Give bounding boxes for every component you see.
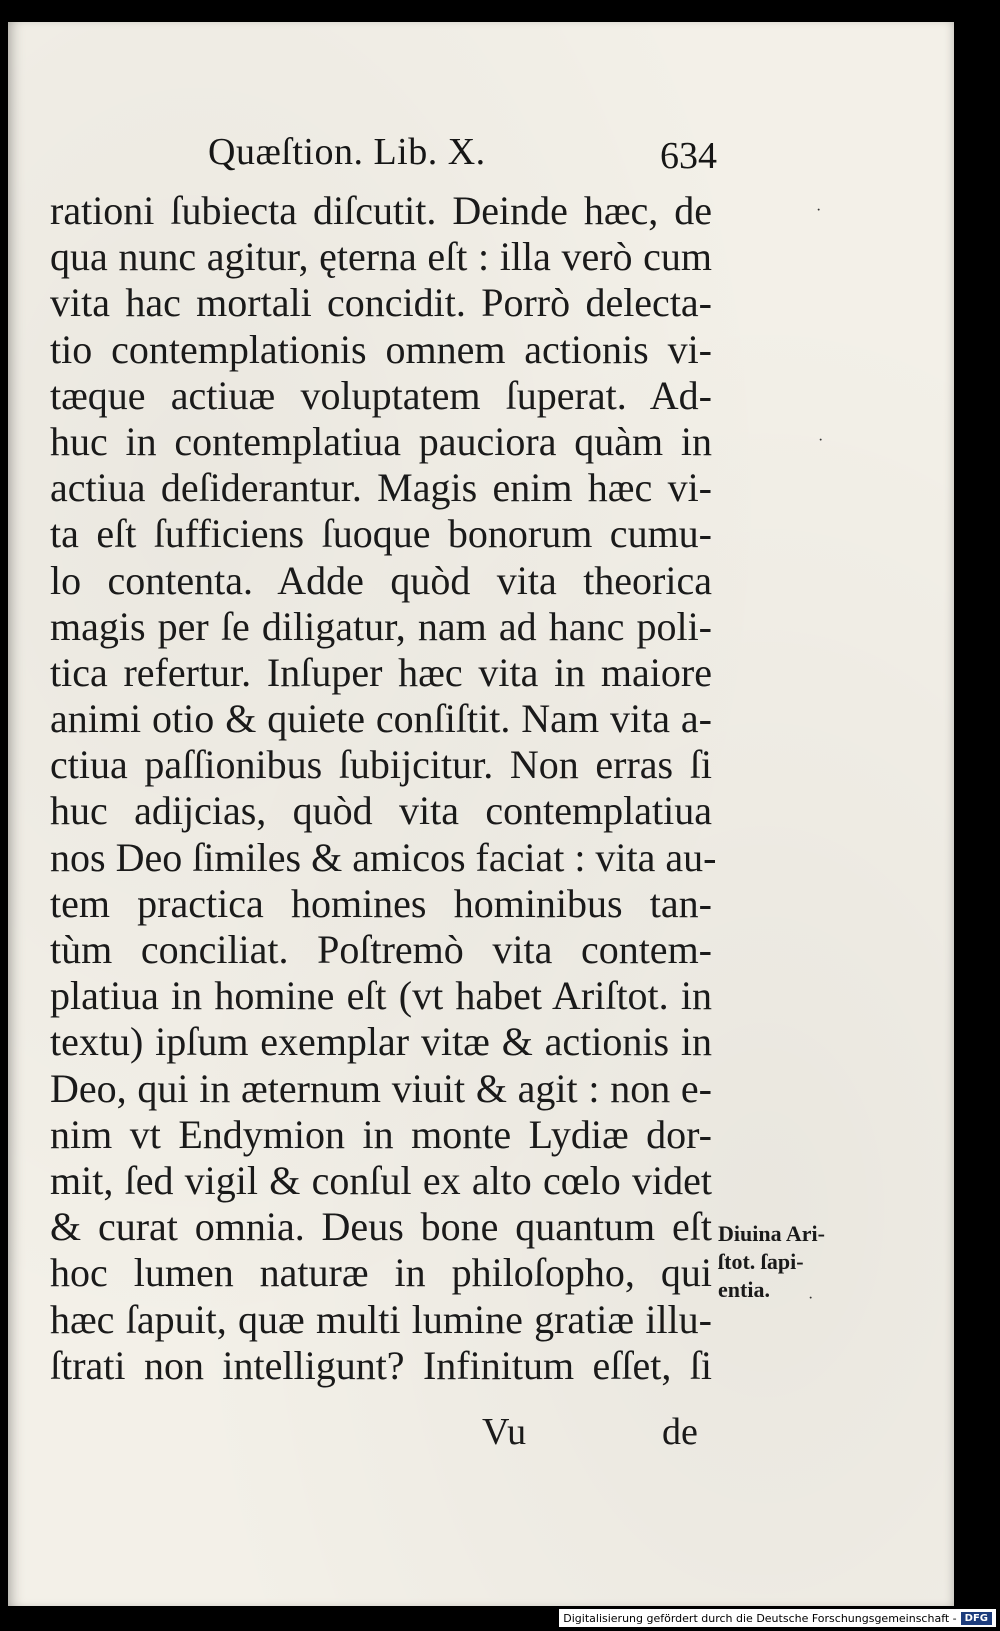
text-line: hæc ſapuit, quæ multi lumine gratiæ illu- — [50, 1296, 712, 1342]
text-line: hoc lumen naturæ in philoſopho, qui — [50, 1250, 712, 1296]
paper-speck: · — [808, 1290, 814, 1307]
text-line: & curat omnia. Deus bone quantum eſt — [50, 1204, 712, 1250]
paper-speck: · — [816, 202, 822, 219]
margin-note — [718, 1220, 868, 1304]
text-line: ctiua paſſionibus ſubijcitur. Non erras ſi — [50, 742, 712, 788]
digitization-credit — [559, 1609, 996, 1627]
text-line: nos Deo ſimiles & amicos faciat : vita au- — [50, 834, 717, 880]
text-line: actiua deſiderantur. Magis enim hæc vi- — [50, 465, 712, 511]
catchword: de — [662, 1411, 698, 1453]
running-head: Quæſtion. Lib. X. — [208, 131, 486, 173]
text-line: tùm conciliat. Poſtremò vita contem- — [50, 927, 712, 972]
text-line: tica refertur. Inſuper hæc vita in maiore — [50, 649, 712, 695]
text-line: tæque actiuæ voluptatem ſuperat. Ad- — [50, 372, 712, 418]
text-line: ta eſt ſufficiens ſuoque bonorum cumu- — [50, 511, 712, 557]
book-page — [8, 22, 954, 1606]
signature-mark: Vu — [482, 1411, 527, 1453]
text-line: ſtrati non intelligunt? Infinitum eſſet, ſi — [50, 1342, 712, 1388]
credit-text: Digitalisierung gefördert durch die Deutsche Forschungsgemeinschaft - — [563, 1611, 957, 1625]
text-line: platiua in homine eſt (vt habet Ariſtot. in — [50, 973, 712, 1019]
page-number: 634 — [660, 135, 717, 177]
margin-note-line: ſtot. ſapi- — [718, 1249, 804, 1274]
text-line: rationi ſubiecta diſcutit. Deinde hæc, de — [50, 188, 712, 233]
text-line: huc in contemplatiua pauciora quàm in — [50, 418, 712, 464]
text-line: Deo, qui in æternum viuit & agit : non e- — [50, 1065, 712, 1111]
text-line: mit, ſed vigil & conſul ex alto cœlo videt — [50, 1157, 712, 1203]
margin-note-line: Diuina Ari- — [718, 1221, 825, 1246]
dfg-logo: DFG — [961, 1612, 992, 1625]
paper-speck: · — [818, 432, 824, 449]
text-line: magis per ſe diligatur, nam ad hanc poli- — [50, 603, 712, 649]
margin-note-line: entia. — [718, 1277, 770, 1302]
body-text — [50, 188, 717, 1389]
text-line: nim vt Endymion in monte Lydiæ dor- — [50, 1111, 712, 1157]
text-line: lo contenta. Adde quòd vita theorica — [50, 557, 712, 603]
text-line: textu) ipſum exemplar vitæ & actionis in — [50, 1019, 712, 1065]
text-line: animi otio & quiete conſiſtit. Nam vita a- — [50, 696, 712, 742]
text-line: tio contemplationis omnem actionis vi- — [50, 326, 712, 372]
catch-row — [8, 1410, 954, 1460]
text-line: qua nunc agitur, ęterna eſt : illa verò cum — [50, 234, 712, 280]
text-line: huc adijcias, quòd vita contemplatiua — [50, 788, 712, 834]
text-line: vita hac mortali concidit. Porrò delecta- — [50, 280, 712, 326]
text-line: tem practica homines hominibus tan- — [50, 880, 712, 926]
